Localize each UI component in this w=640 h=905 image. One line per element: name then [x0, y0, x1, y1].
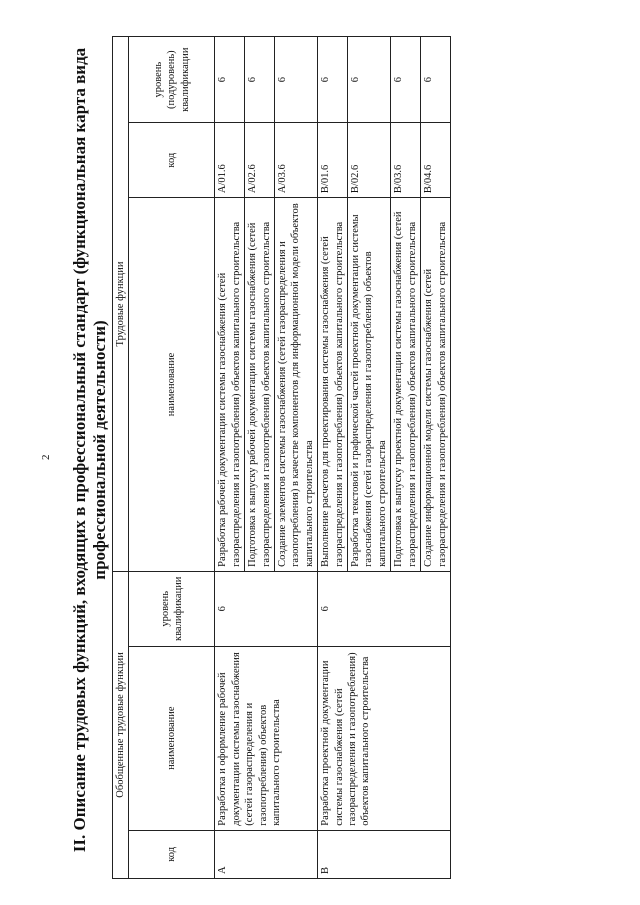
table-row [318, 37, 348, 879]
header-code: код [129, 830, 215, 878]
function-code: A/03.6 [275, 123, 318, 198]
header-generalized: Обобщенные трудовые функции [113, 571, 129, 878]
function-code: B/04.6 [421, 123, 451, 198]
function-name: Выполнение расчетов для проектирования системы газоснабжения (сетей газораспределения и газопотребления) объектов капитального строительства [318, 198, 348, 572]
function-code: B/02.6 [348, 123, 391, 198]
header-labor-functions: Трудовые функции [113, 37, 129, 572]
function-name: Создание информационной модели системы газоснабжения (сетей газораспределения и газопотребления) объектов капитального строительства [421, 198, 451, 572]
function-code: B/03.6 [391, 123, 421, 198]
function-name: Подготовка к выпуску рабочей документации системы газоснабжения (сетей газораспределения и газопотребления) объектов капитального строительства [245, 198, 275, 572]
function-level: 6 [421, 37, 451, 123]
function-code: A/01.6 [215, 123, 245, 198]
function-level: 6 [275, 37, 318, 123]
function-name: Создание элементов системы газоснабжения (сетей газораспределения и газопотребления) в качестве компонентов для информационной модели объектов капитального строительства [275, 198, 318, 572]
section-title: II. Описание трудовых функций, входящих в профессиональный стандарт (функциональная карта вида профессиональной деятельности) [70, 47, 109, 853]
function-name: Разработка рабочей документации системы газоснабжения (сетей газораспределения и газопотребления) объектов капитального строительства [215, 198, 245, 572]
function-name: Разработка текстовой и графической частей проектной документации системы газоснабжения (сетей газораспределения и газопотребления) объектов капитального строительства [348, 198, 391, 572]
group-code: B [318, 830, 451, 878]
group-level: 6 [215, 571, 318, 646]
group-name: Разработка проектной документации системы газоснабжения (сетей газораспределения и газопотребления) объектов капитального строительства [318, 646, 451, 830]
header-level: уровень квалификации [129, 571, 215, 646]
function-code: A/02.6 [245, 123, 275, 198]
group-code: A [215, 830, 318, 878]
header-function-name: наименование [129, 198, 215, 572]
function-level: 6 [348, 37, 391, 123]
function-level: 6 [215, 37, 245, 123]
header-name: наименование [129, 646, 215, 830]
function-code: B/01.6 [318, 123, 348, 198]
function-level: 6 [391, 37, 421, 123]
table-row [215, 37, 245, 879]
function-level: 6 [245, 37, 275, 123]
header-function-code: код [129, 123, 215, 198]
group-name: Разработка и оформление рабочей документации системы газоснабжения (сетей газораспределения и газопотребления) объектов капитального строительства [215, 646, 318, 830]
header-sublevel: уровень (подуровень) квалификации [129, 37, 215, 123]
functional-map-table [112, 36, 451, 879]
page-number: 2 [40, 454, 52, 460]
function-name: Подготовка к выпуску проектной документации системы газоснабжения (сетей газораспределения и газопотребления) объектов капитального строительства [391, 198, 421, 572]
group-level: 6 [318, 571, 451, 646]
function-level: 6 [318, 37, 348, 123]
